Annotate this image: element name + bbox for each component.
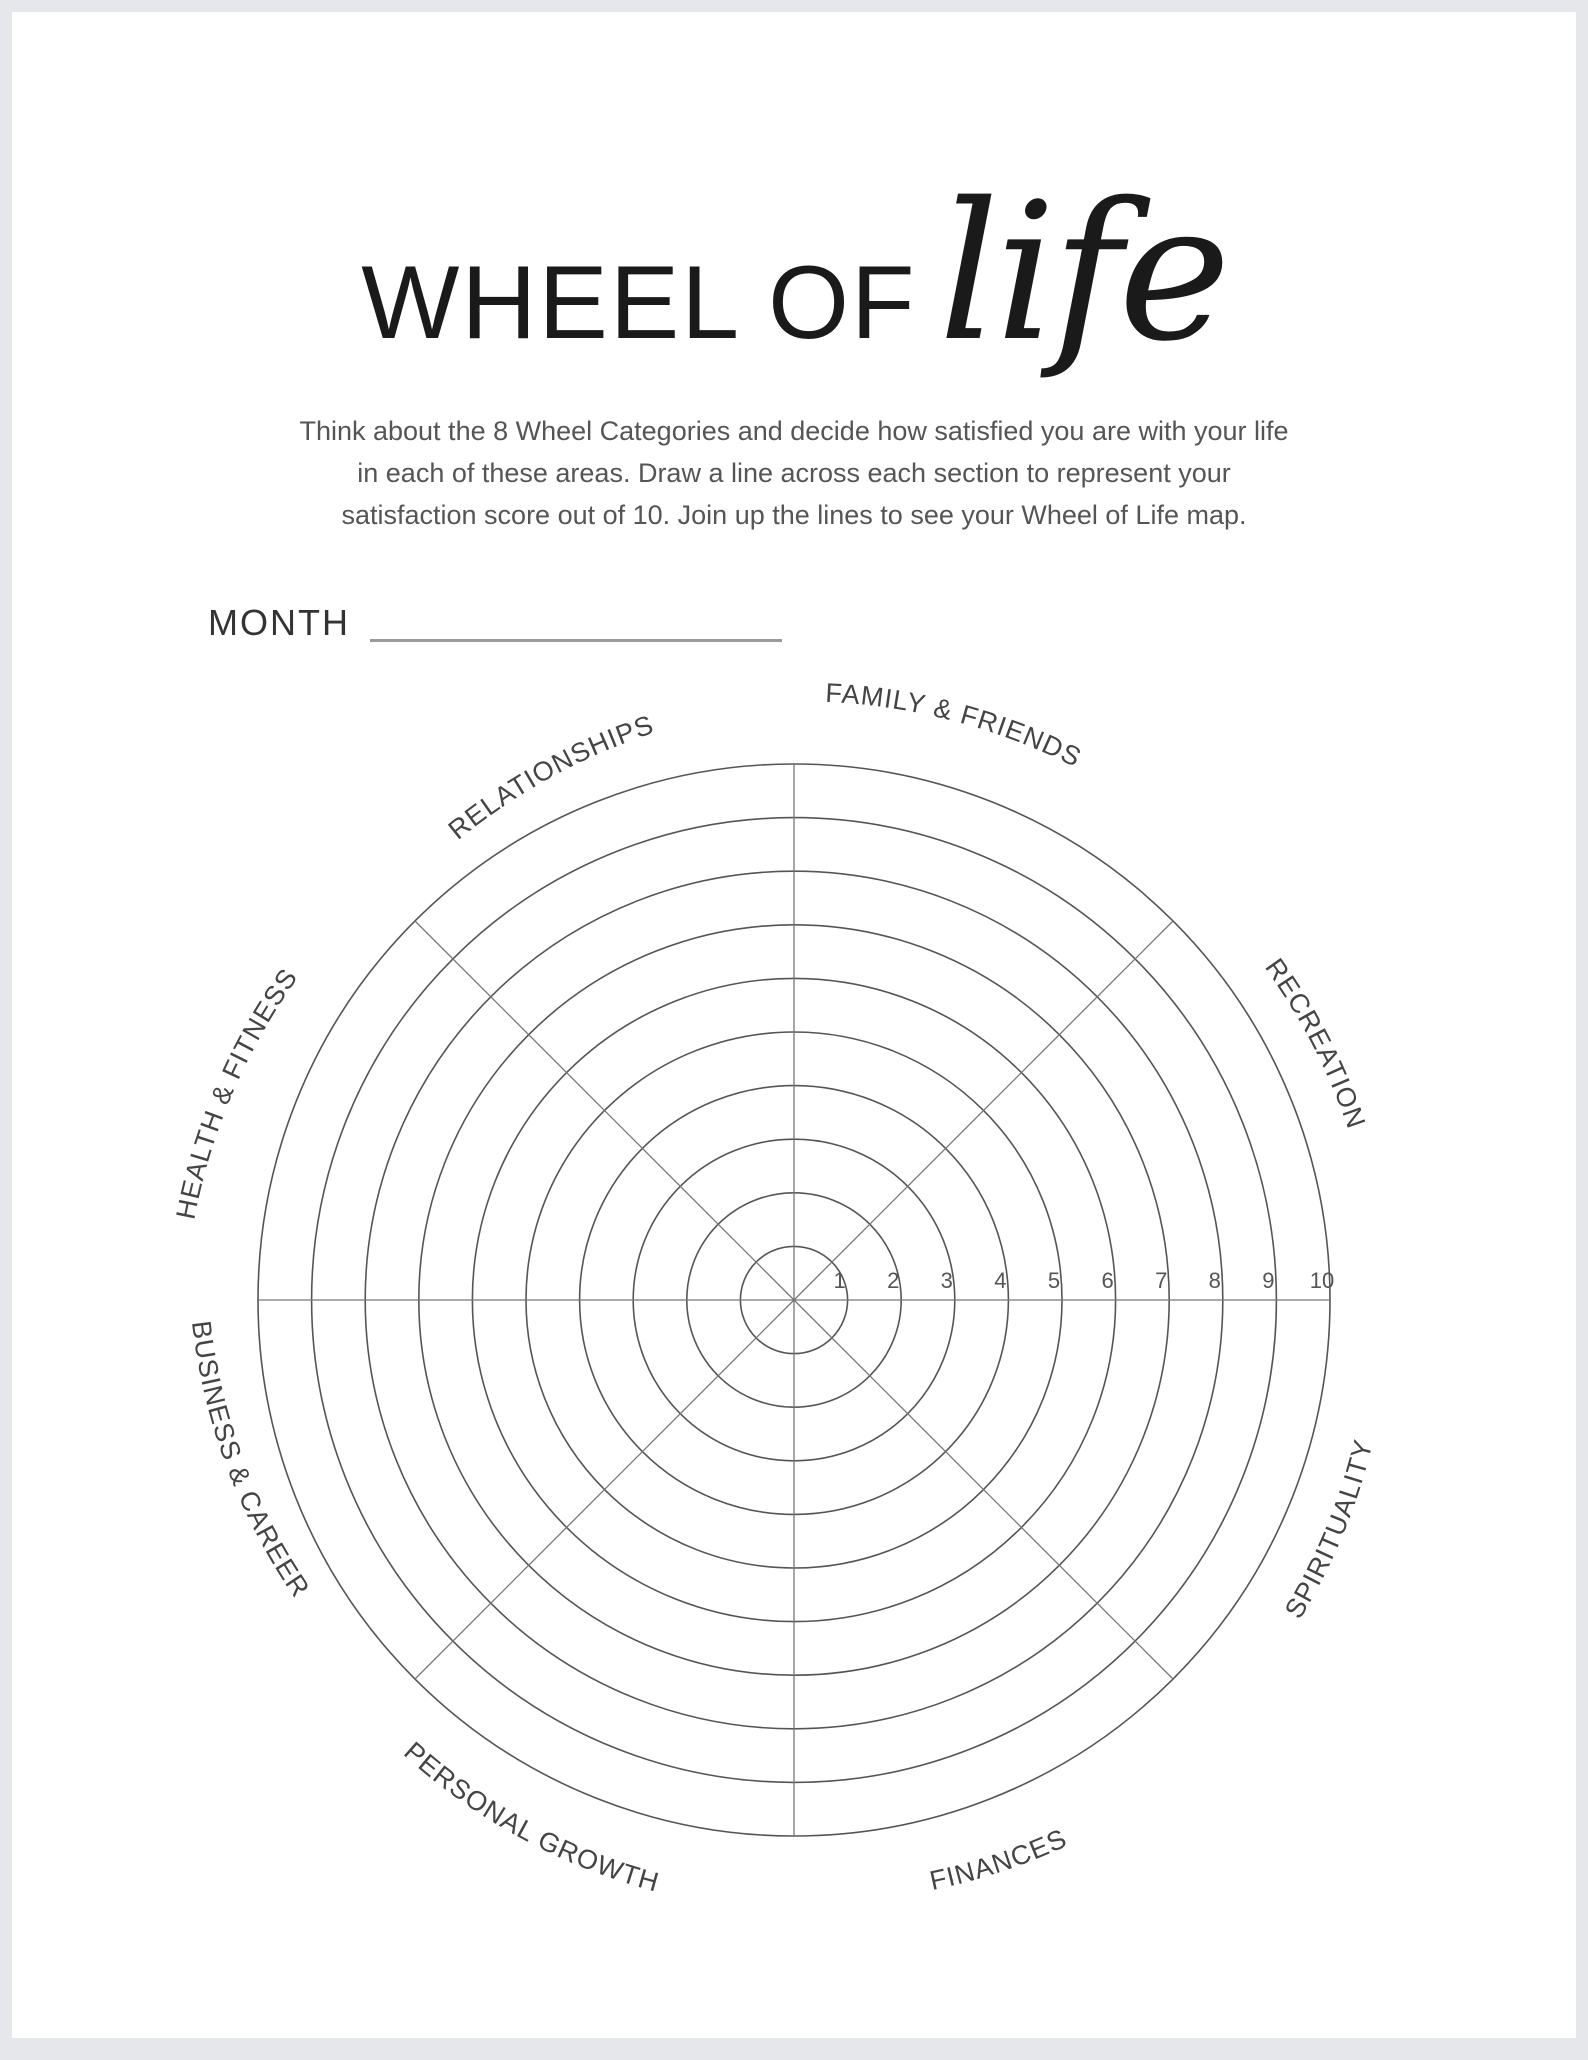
scale-number: 4: [994, 1268, 1007, 1293]
wheel-of-life-diagram: [12, 12, 1576, 2038]
scale-number: 6: [1101, 1268, 1114, 1293]
category-label-relationships: RELATIONSHIPS: [442, 709, 658, 846]
scale-number: 9: [1262, 1268, 1275, 1293]
scale-number: 7: [1155, 1268, 1168, 1293]
category-label-family-friends: FAMILY & FRIENDS: [824, 677, 1087, 773]
category-label-health-fitness: HEALTH & FITNESS: [170, 962, 304, 1222]
worksheet-page: [12, 12, 1576, 2038]
instructions-line-2: in each of these areas. Draw a line across each section to represent your: [357, 458, 1231, 488]
category-labels: [170, 678, 1378, 1898]
title-main-text: WHEEL OF: [361, 245, 917, 361]
category-label-finances: FINANCES: [926, 1822, 1072, 1897]
scale-number: 3: [940, 1268, 953, 1293]
scale-number: 2: [887, 1268, 900, 1293]
scale-number: 10: [1309, 1268, 1335, 1293]
instructions-line-3: satisfaction score out of 10. Join up the lines to see your Wheel of Life map.: [341, 500, 1247, 530]
section-divider: [794, 921, 1173, 1300]
section-divider: [415, 1300, 794, 1679]
score-scale: [833, 1268, 1334, 1293]
section-divider: [415, 921, 794, 1300]
section-divider: [794, 1300, 1173, 1679]
scale-number: 5: [1047, 1268, 1061, 1293]
section-dividers: [258, 764, 1330, 1836]
category-label-personal-growth: PERSONAL GROWTH: [398, 1736, 663, 1898]
title-script-text: life: [938, 162, 1227, 383]
instructions-line-1: Think about the 8 Wheel Categories and decide how satisfied you are with your life: [299, 416, 1289, 446]
category-label-business-career: BUSINESS & CAREER: [185, 1318, 316, 1603]
month-label: MONTH: [208, 602, 350, 643]
category-label-recreation: RECREATION: [1259, 953, 1372, 1133]
category-label-spirituality: SPIRITUALITY: [1278, 1436, 1379, 1624]
scale-number: 1: [833, 1268, 846, 1293]
scale-number: 8: [1208, 1268, 1221, 1293]
